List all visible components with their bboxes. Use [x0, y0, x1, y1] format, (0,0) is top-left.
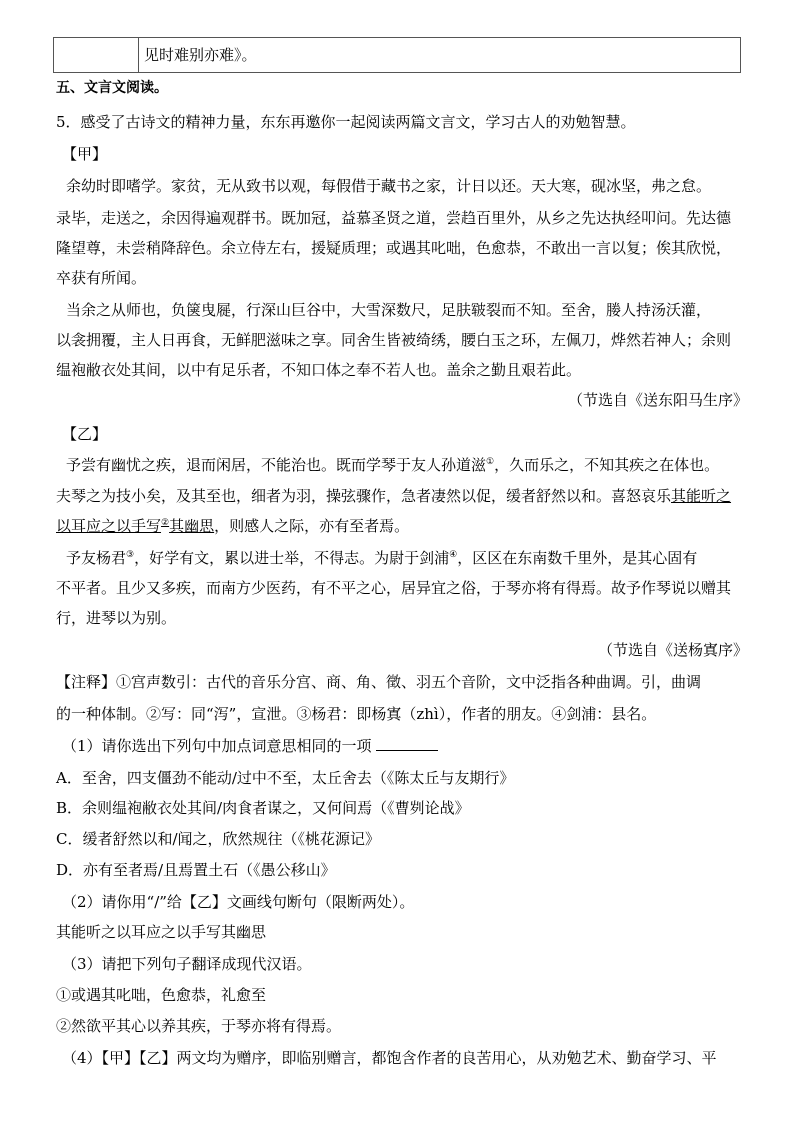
option-c: C．缓者舒然以和/闻之，欣然规往（《桃花源记》 — [56, 830, 381, 848]
question-1-stem: （1）请你选出下列句中加点词意思相同的一项 — [62, 736, 438, 756]
footnote-mark: ① — [486, 457, 495, 467]
footnote-mark: ③ — [126, 550, 135, 560]
question-3-item: ②然欲平其心以养其疾，于琴亦将有得焉。 — [56, 1017, 342, 1035]
notes-line: 的一种体制。②写：同“泻”，宣泄。③杨君：即杨寘（zhì），作者的朋友。④剑浦：县名。 — [56, 705, 657, 723]
question-3-stem: （3）请把下列句子翻译成现代汉语。 — [62, 955, 312, 973]
passage-yi-label: 【乙】 — [62, 425, 108, 443]
question-2-sentence: 其能听之以耳应之以手写其幽思 — [56, 923, 267, 941]
table-cell-empty — [54, 38, 139, 72]
answer-blank[interactable] — [376, 736, 438, 751]
passage-yi-line: 予尝有幽忧之疾，退而闲居，不能治也。既而学琴于友人孙道滋①，久而乐之，不知其疾之在体也。 — [66, 456, 720, 474]
notes-line: 【注释】①宫声数引：古代的音乐分宫、商、角、徵、羽五个音阶，文中泛指各种曲调。引，曲调 — [56, 673, 702, 691]
underlined-sentence: 其幽思 — [169, 517, 215, 535]
answer-table-row — [53, 37, 741, 73]
footnote-mark: ② — [161, 518, 170, 528]
table-cell-text: 见时难别亦难》。 — [144, 46, 257, 64]
passage-jia-line: 隆望尊，未尝稍降辞色。余立侍左右，援疑质理；或遇其叱咄，色愈恭，不敢出一言以复；俟其欣悦， — [56, 239, 732, 257]
passage-yi-line: 不平者。且少又多疾，而南方少医药，有不平之心，居异宜之俗，于琴亦将有得焉。故予作琴说以赠其 — [56, 579, 732, 597]
passage-jia-line: 卒获有所闻。 — [56, 269, 147, 287]
passage-jia-source: （节选自《送东阳马生序》 — [567, 391, 748, 409]
question-2-stem: （2）请你用“/”给【乙】文画线句断句（限断两处）。 — [62, 893, 415, 911]
option-d: D．亦有至者焉/且焉置土石（《愚公移山》 — [56, 861, 336, 879]
question-5-intro: 5．感受了古诗文的精神力量，东东再邀你一起阅读两篇文言文，学习古人的劝勉智慧。 — [56, 113, 636, 131]
passage-yi-line: 行，进琴以为别。 — [56, 609, 177, 627]
question-4-stem: （4）【甲】【乙】两文均为赠序，即临别赠言，都饱含作者的良苦用心，从劝勉艺术、勤奋学习、平 — [62, 1049, 717, 1067]
passage-yi-line: 夫琴之为技小矣，及其至也，细者为羽，操弦骤作，急者凄然以促，缓者舒然以和。喜怒哀乐其能听之 — [56, 487, 732, 505]
section-title: 五、文言文阅读。 — [56, 80, 168, 96]
passage-jia-line: 以衾拥覆，主人日再食，无鲜肥滋味之享。同舍生皆被绮绣，腰白玉之环，左佩刀，烨然若神人；余则 — [56, 331, 732, 349]
question-3-item: ①或遇其叱咄，色愈恭，礼愈至 — [56, 986, 267, 1004]
underlined-sentence: 其能听之 — [671, 487, 732, 505]
passage-jia-line: 余幼时即嗜学。家贫，无从致书以观，每假借于藏书之家，计日以还。天大寒，砚冰坚，弗之怠。 — [66, 177, 712, 195]
passage-jia-line: 缊袍敝衣处其间，以中有足乐者，不知口体之奉不若人也。盖余之勤且艰若此。 — [56, 361, 582, 379]
passage-jia-label: 【甲】 — [62, 145, 108, 163]
underlined-sentence: 以耳应之以手写 — [56, 517, 162, 535]
footnote-mark: ④ — [449, 550, 458, 560]
passage-yi-line: 以耳应之以手写②其幽思，则感人之际，亦有至者焉。 — [56, 517, 410, 535]
passage-jia-line: 当余之从师也，负箧曳屣，行深山巨谷中，大雪深数尺，足肤皲裂而不知。至舍，媵人持汤沃灌， — [66, 301, 712, 319]
option-b: B．余则缊袍敝衣处其间/肉食者谋之，又何间焉（《曹刿论战》 — [56, 799, 470, 817]
passage-yi-source: （节选自《送杨寘序》 — [597, 641, 748, 659]
passage-yi-line: 予友杨君③，好学有文，累以进士举，不得志。为尉于剑浦④，区区在东南数千里外，是其心固有 — [66, 549, 698, 567]
option-a: A．至舍，四支僵劲不能动/过中不至，太丘舍去（《陈太丘与友期行》 — [56, 769, 515, 787]
passage-jia-line: 录毕，走送之，余因得遍观群书。既加冠，益慕圣贤之道，尝趋百里外，从乡之先达执经叩问。先达德 — [56, 209, 732, 227]
